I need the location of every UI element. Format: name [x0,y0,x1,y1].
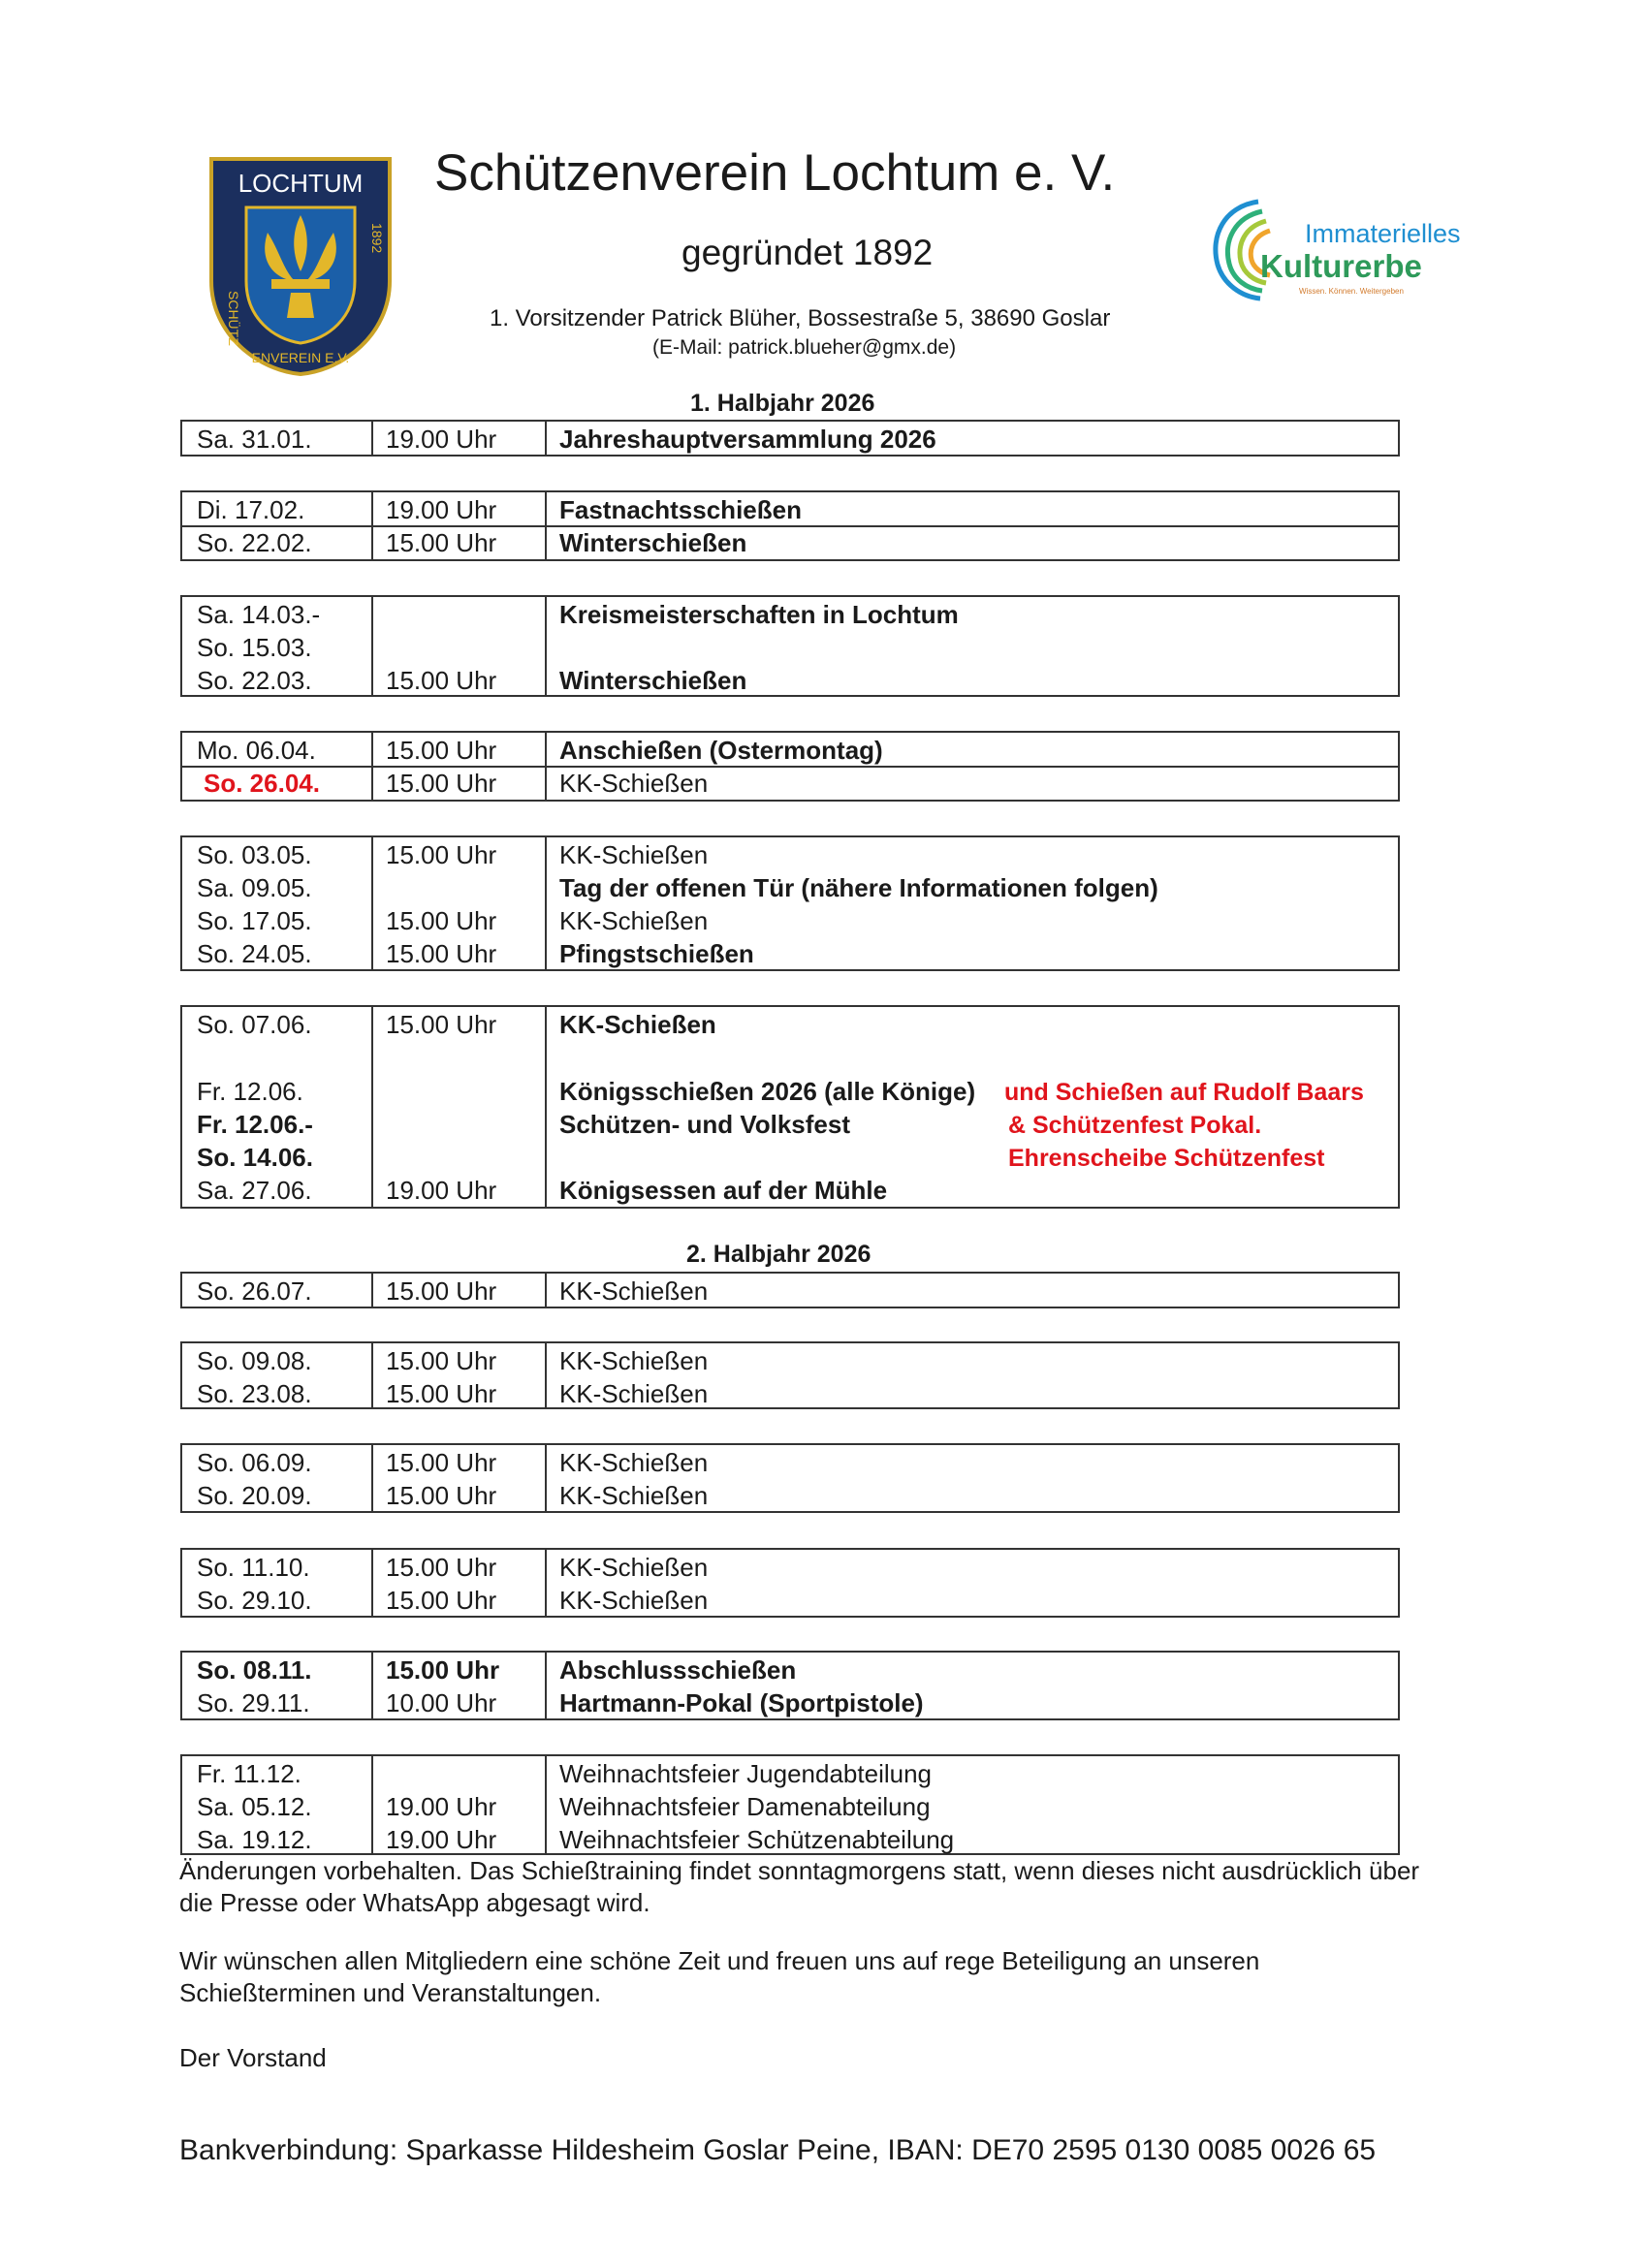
half1-title: 1. Halbjahr 2026 [690,390,875,417]
event-date: So. 23.08. [197,1379,312,1408]
event-title: Schützen- und Volksfest [559,1110,850,1139]
event-time: 19.00 Uhr [386,1825,497,1854]
event-title: KK-Schießen [559,1553,709,1582]
schedule-block [180,1651,1400,1720]
event-title: KK-Schießen [559,1586,709,1615]
event-date: So. 22.02. [197,528,312,557]
event-time: 19.00 Uhr [386,495,497,524]
event-title: Tag der offenen Tür (nähere Informationen folgen) [559,873,1158,902]
event-title: Hartmann-Pokal (Sportpistole) [559,1688,924,1717]
event-title: KK-Schießen [559,1448,709,1477]
event-time: 19.00 Uhr [386,1176,497,1205]
event-date: So. 22.03. [197,666,312,695]
event-time: 15.00 Uhr [386,1481,497,1510]
event-time: 15.00 Uhr [386,736,497,765]
event-title: KK-Schießen [559,906,709,935]
event-title: KK-Schießen [559,840,709,869]
event-title: Königsschießen 2026 (alle Könige) [559,1077,976,1106]
event-title: KK-Schießen [559,769,709,798]
event-title: Abschlussschießen [559,1655,797,1685]
half2-title: 2. Halbjahr 2026 [686,1241,872,1268]
event-time: 15.00 Uhr [386,1586,497,1615]
event-date: Sa. 14.03.- [197,600,321,629]
event-title: Fastnachtsschießen [559,495,802,524]
event-time: 19.00 Uhr [386,1792,497,1821]
event-date: So. 03.05. [197,840,312,869]
chair-address: 1. Vorsitzender Patrick Blüher, Bossestraße 5, 38690 Goslar [490,305,1111,331]
event-date: So. 06.09. [197,1448,312,1477]
event-title: Weihnachtsfeier Jugendabteilung [559,1759,933,1788]
event-time: 15.00 Uhr [386,1346,497,1375]
badge-line2: Kulturerbe [1260,248,1422,284]
event-title: KK-Schießen [559,1346,709,1375]
event-date: So. 24.05. [197,939,312,968]
event-time: 15.00 Uhr [386,1010,497,1039]
event-title: Pfingstschießen [559,939,754,968]
schedule-block [180,835,1400,971]
event-time: 15.00 Uhr [386,666,497,695]
event-time: 15.00 Uhr [386,769,497,798]
event-time: 15.00 Uhr [386,1276,497,1306]
event-date: Fr. 11.12. [197,1759,301,1788]
event-date: Sa. 05.12. [197,1792,312,1821]
event-date: So. 26.07. [197,1276,312,1306]
event-time: 15.00 Uhr [386,1655,500,1685]
event-date: So. 11.10. [197,1553,310,1582]
founded-line: gegründet 1892 [681,233,934,272]
event-date: So. 09.08. [197,1346,312,1375]
event-title: Jahreshauptversammlung 2026 [559,425,936,454]
event-title: Anschießen (Ostermontag) [559,736,883,765]
event-title: KK-Schießen [559,1010,716,1039]
svg-text:ENVEREIN E.V.: ENVEREIN E.V. [251,350,350,365]
schedule-block [180,595,1400,697]
event-time: 19.00 Uhr [386,425,497,454]
event-time: 15.00 Uhr [386,840,497,869]
event-time: 15.00 Uhr [386,1448,497,1477]
event-date: So. 17.05. [197,906,312,935]
event-title: Königsessen auf der Mühle [559,1176,888,1205]
event-date: So. 29.11. [197,1688,310,1717]
kulturerbe-badge [1200,182,1462,308]
schedule-block [180,490,1400,561]
event-time: 15.00 Uhr [386,1553,497,1582]
event-title: KK-Schießen [559,1481,709,1510]
club-logo [207,155,394,378]
event-title: Weihnachtsfeier Damenabteilung [559,1792,931,1821]
schedule-block [180,420,1400,457]
schedule-block [180,1005,1400,1209]
schedule-block [180,1272,1400,1308]
event-title: Winterschießen [559,666,747,695]
svg-text:LOCHTUM: LOCHTUM [238,169,364,198]
event-date: So. 14.06. [197,1143,313,1172]
event-date: So. 29.10. [197,1586,312,1615]
club-title: Schützenverein Lochtum e. V. [434,144,1116,202]
changes-note: Änderungen vorbehalten. Das Schießtraining findet sonntagmorgens statt, wenn dieses nicht ausdrücklich über die Presse oder WhatsApp abgesagt wird. [179,1856,1420,1917]
schedule-block [180,1754,1400,1855]
event-time: 10.00 Uhr [386,1688,497,1717]
schedule-block [180,731,1400,802]
event-time: 15.00 Uhr [386,528,497,557]
event-date-highlight: So. 26.04. [204,769,320,798]
event-title: KK-Schießen [559,1276,709,1306]
event-date: So. 08.11. [197,1655,312,1685]
event-title: Winterschießen [559,528,747,557]
schedule-block [180,1341,1400,1409]
signature: Der Vorstand [179,2043,327,2072]
handwritten-note: Ehrenscheibe Schützenfest [1008,1145,1325,1172]
chair-email: (E-Mail: patrick.blueher@gmx.de) [652,336,957,359]
event-title: KK-Schießen [559,1379,709,1408]
event-date: Fr. 12.06. [197,1077,303,1106]
event-time: 15.00 Uhr [386,906,497,935]
wishes-note: Wir wünschen allen Mitgliedern eine schöne Zeit und freuen uns auf rege Beteiligung an unseren Schießterminen und Veranstaltungen. [179,1946,1260,2007]
handwritten-note: & Schützenfest Pokal. [1008,1112,1262,1139]
schedule-block [180,1548,1400,1618]
svg-text:SCHÜTZ: SCHÜTZ [226,291,241,346]
event-title: Weihnachtsfeier Schützenabteilung [559,1825,955,1854]
handwritten-note: und Schießen auf Rudolf Baars [1004,1079,1364,1106]
event-date: Sa. 09.05. [197,873,312,902]
event-time: 15.00 Uhr [386,939,497,968]
event-date: Sa. 31.01. [197,425,312,454]
event-date: Mo. 06.04. [197,736,316,765]
event-date: Sa. 19.12. [197,1825,312,1854]
event-date: Fr. 12.06.- [197,1110,313,1139]
event-title: Kreismeisterschaften in Lochtum [559,600,959,629]
event-date: Sa. 27.06. [197,1176,312,1205]
event-date: So. 07.06. [197,1010,312,1039]
bank-details: Bankverbindung: Sparkasse Hildesheim Goslar Peine, IBAN: DE70 2595 0130 0085 0026 65 [179,2134,1377,2166]
schedule-block [180,1443,1400,1513]
event-date: Di. 17.02. [197,495,305,524]
badge-tagline: Wissen. Können. Weitergeben [1299,287,1404,296]
event-time: 15.00 Uhr [386,1379,497,1408]
badge-line1: Immaterielles [1305,219,1461,248]
svg-text:1892: 1892 [369,223,385,254]
event-date: So. 15.03. [197,633,312,662]
event-date: So. 20.09. [197,1481,312,1510]
